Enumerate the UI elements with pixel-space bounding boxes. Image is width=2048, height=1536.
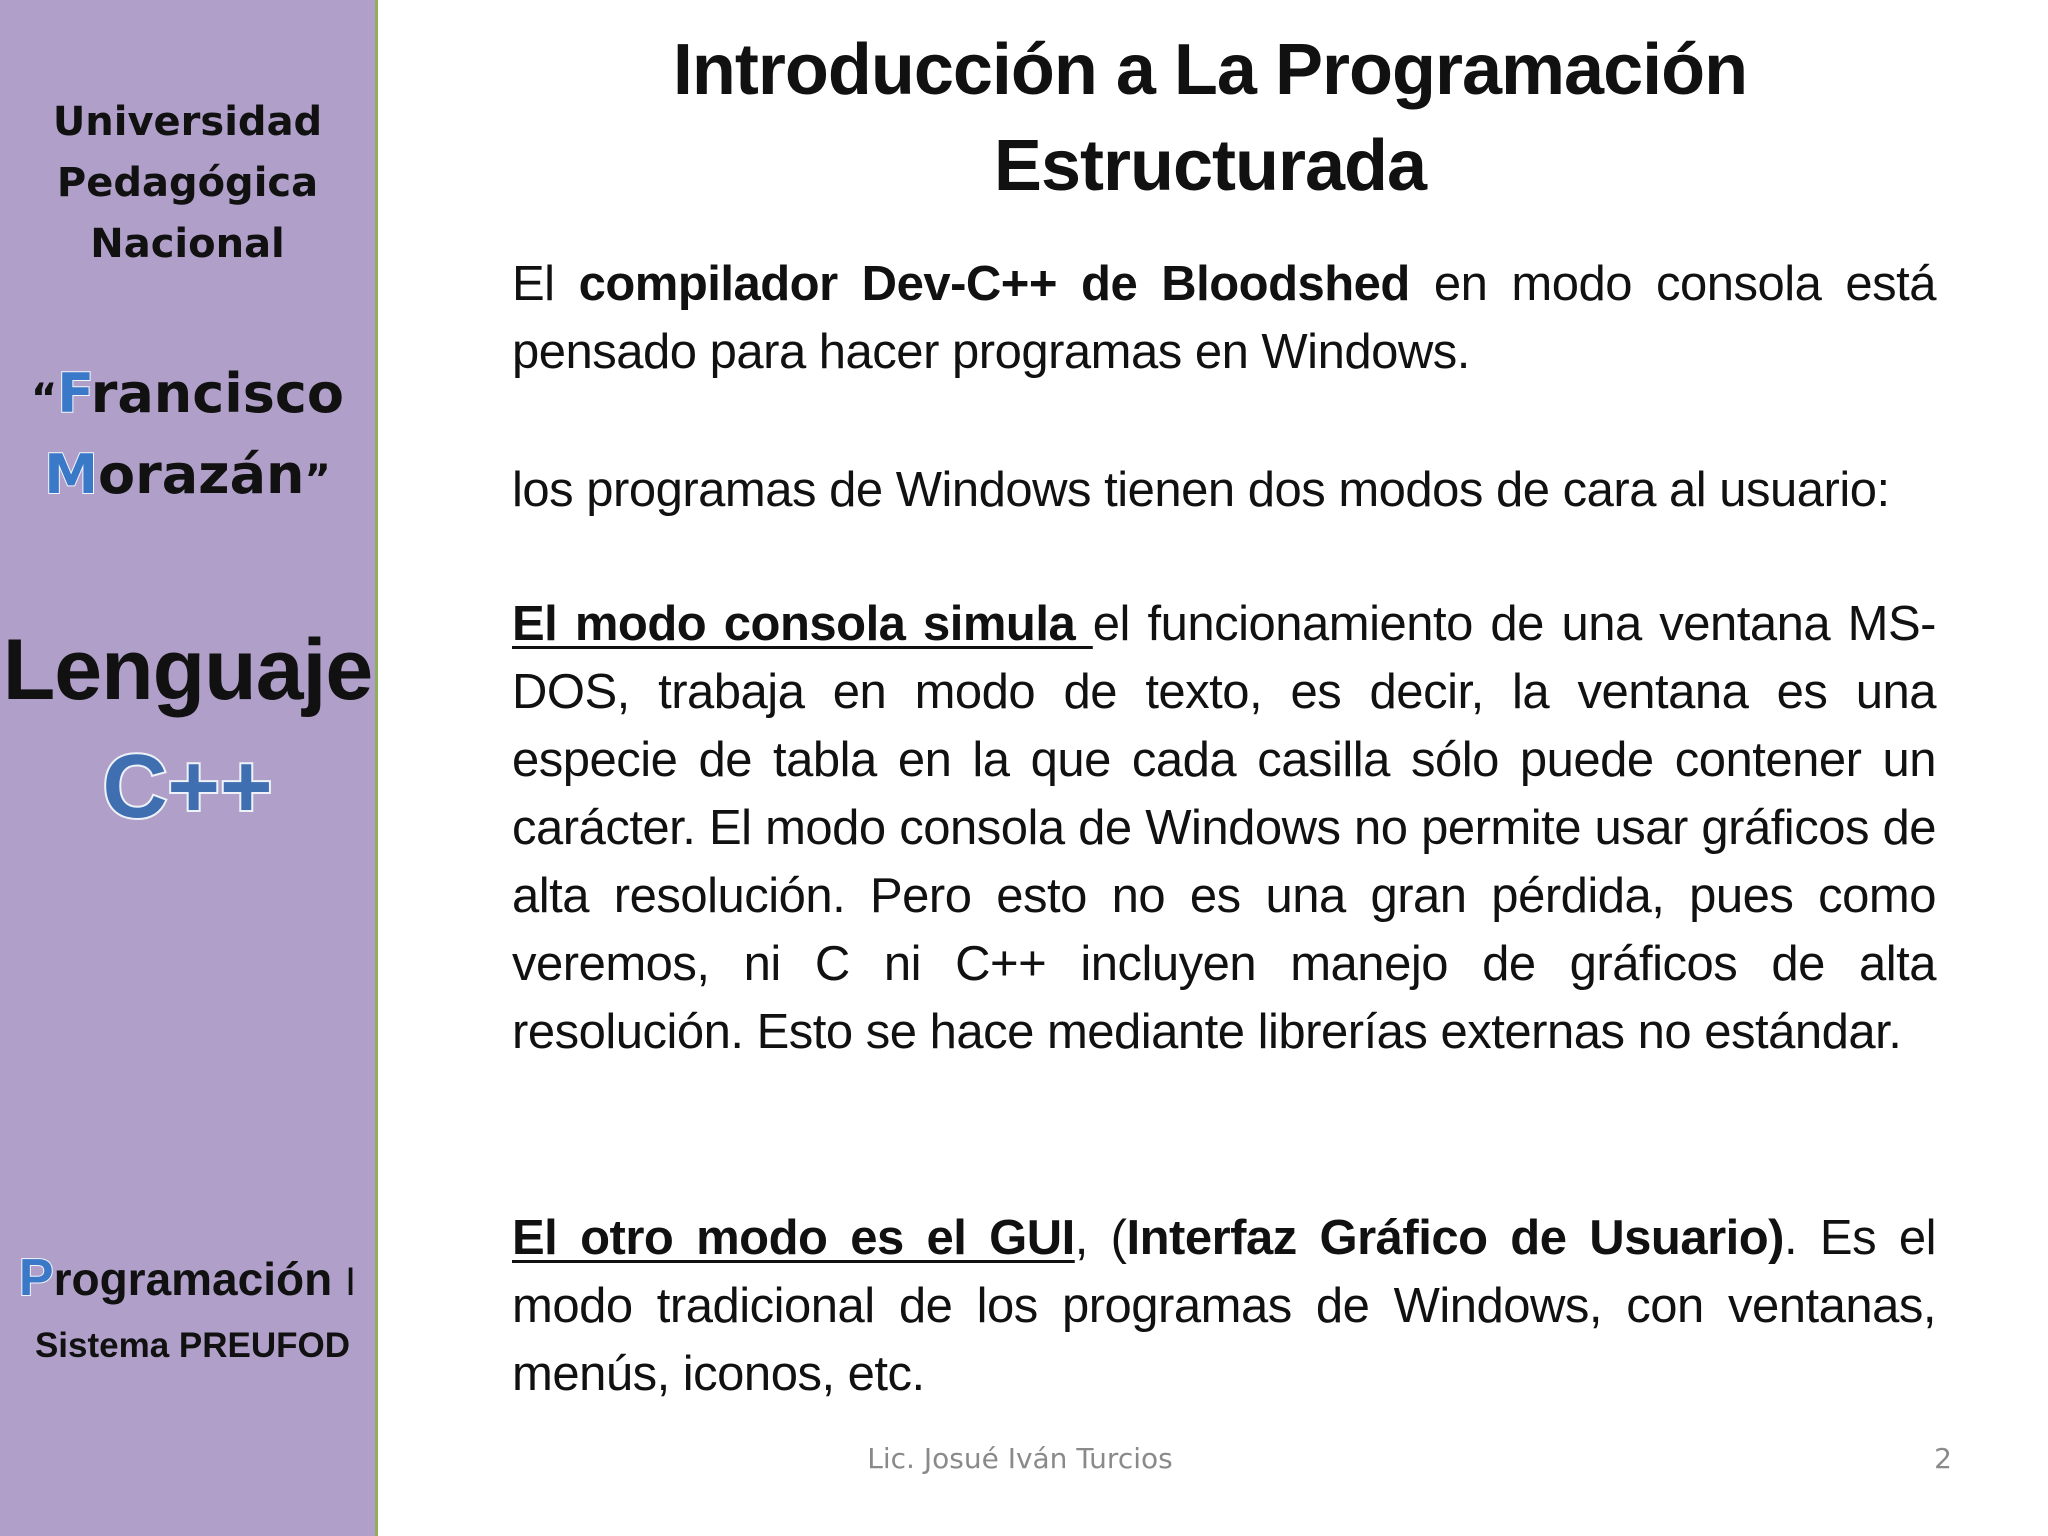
language-label: Lenguaje [2,622,373,718]
page-number: 2 [1934,1442,1952,1475]
p4-text-2: . Es el modo tradicional de los programas de Windows, con ventanas, menús, iconos, etc. [512,1211,1936,1401]
system-name: Sistema PREUFOD [34,1326,351,1365]
p1-bold-compiler: compilador Dev-C++ de Bloodshed [578,257,1410,311]
paragraph-console-mode [512,590,1936,1066]
course-initial: P [18,1249,54,1307]
paragraph-modes: los programas de Windows tienen dos modos de cara al usuario: [512,463,1890,517]
close-quote: ” [304,457,331,503]
open-quote: “ [30,376,58,422]
footer-author: Lic. Josué Iván Turcios [867,1442,1173,1475]
university-line-3: Nacional [90,221,285,267]
p4-bold-gui: Interfaz Gráfico de Usuario) [1126,1211,1785,1265]
slide-title [540,22,1880,214]
p3-text: el funcionamiento de una ventana MS-DOS, trabaja en modo de texto, es decir, la ventana es una especie de tabla en la que cada casilla sólo puede contener un carácter. El modo consola de Windows no permite usar gráficos de alta resolución. Pero esto no es una gran pérdida, pues como veremos, ni C ni C++ incluyen manejo de gráficos de alta resolución. Esto se hace mediante librerías externas no estándar. [512,597,1937,1059]
title-line-2: Estructurada [993,126,1427,206]
university-line-1: Universidad [52,99,323,145]
university-name [0,92,375,275]
university-line-2: Pedagógica [56,160,319,206]
p1-text-1: El [512,257,579,311]
title-line-1: Introducción a La Programación [672,30,1748,110]
person-first-name [0,356,375,437]
first-name-initial: F [57,362,91,425]
last-name-rest: orazán [97,443,305,506]
p1-text-2: en modo consola está pensado para hacer programas en Windows. [512,257,1936,379]
p4-underlined-heading: El otro modo es el GUI [512,1211,1075,1265]
last-name-initial: M [44,443,98,506]
paragraph-compiler [512,250,1936,386]
paragraph-gui-mode [512,1204,1936,1408]
course-name [0,1248,375,1312]
language-name: C++ [102,737,273,837]
person-last-name [0,437,375,518]
sidebar [0,0,378,1536]
p3-underlined-heading: El modo consola simula [512,597,1093,651]
first-name-rest: rancisco [90,362,345,425]
person-name [0,356,375,518]
p4-text-1: , ( [1074,1211,1127,1265]
course-suffix: I [344,1260,357,1304]
course-rest: rogramación [53,1253,333,1305]
